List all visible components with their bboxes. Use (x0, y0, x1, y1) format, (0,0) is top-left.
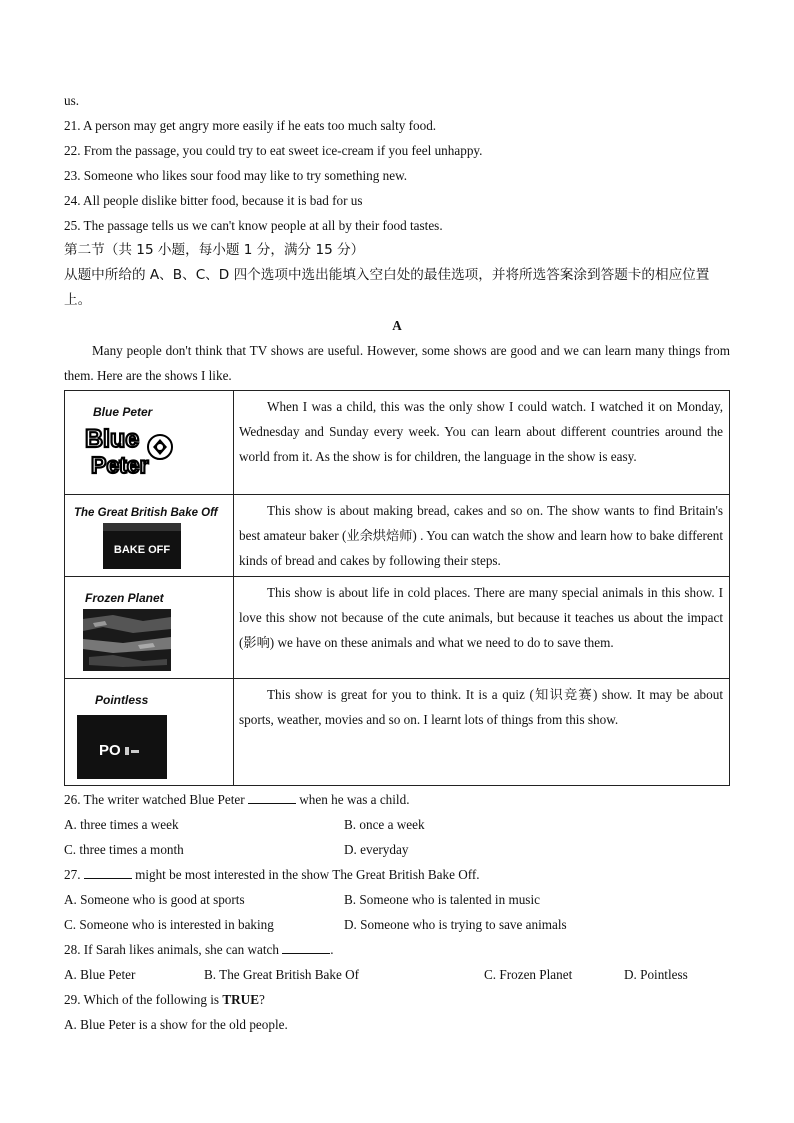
option-b: B. Someone who is talented in music (344, 892, 540, 907)
logo-text-bake-off: BAKE OFF (113, 544, 171, 556)
option-d: D. Someone who is trying to save animals (344, 917, 567, 932)
show-description: This show is great for you to think. It is a quiz (知识竞赛) show. It may be about sports, weather, movies and so on. I learnt lots of things from this show. (234, 679, 730, 786)
show-name: Frozen Planet (85, 591, 164, 605)
option-a: A. Blue Peter (64, 967, 136, 982)
show-logo-cell (65, 577, 234, 679)
show-row-frozen-planet (65, 577, 730, 679)
question-22: 22. From the passage, you could try to eat sweet ice-cream if you feel unhappy. (64, 143, 483, 158)
logo-text-blue: Blue (85, 425, 140, 453)
show-logo-cell (65, 391, 234, 495)
shows-table (64, 390, 730, 786)
question-29-option-a: A. Blue Peter is a show for the old people. (64, 1017, 288, 1032)
answer-blank (282, 941, 330, 954)
bake-off-logo-icon (103, 523, 233, 575)
section-heading: 第二节（共 15 小题，每小题 1 分，满分 15 分） (64, 242, 365, 258)
option-b: B. The Great British Bake Of (204, 967, 360, 982)
question-26-options-row1 (64, 812, 730, 837)
show-name: Blue Peter (93, 405, 153, 419)
option-c: C. Someone who is interested in baking (64, 917, 274, 932)
show-name: Pointless (95, 693, 149, 707)
question-23: 23. Someone who likes sour food may like to try something new. (64, 168, 408, 183)
show-description: When I was a child, this was the only show I could watch. I watched it on Monday, Wednesday and Sunday every week. You can learn about different countries around the world from it. As the show is for children, the language in the show is easy. (234, 391, 730, 495)
option-b: B. once a week (344, 817, 425, 832)
question-28-stem: 28. If Sarah likes animals, she can watch . (64, 942, 334, 957)
option-d: D. everyday (344, 842, 409, 857)
show-name: The Great British Bake Off (74, 507, 218, 519)
option-c: C. Frozen Planet (484, 967, 573, 982)
answer-blank (84, 866, 132, 879)
passage-letter: A (392, 318, 402, 333)
option-c: C. three times a month (64, 842, 184, 857)
show-logo-cell (65, 679, 234, 786)
blue-peter-logo-icon (83, 423, 233, 483)
intro-tail: us. (64, 93, 80, 108)
question-29-stem: 29. Which of the following is TRUE? (64, 992, 265, 1007)
question-26-stem: 26. The writer watched Blue Peter when he was a child. (64, 792, 410, 807)
question-27-options-row1 (64, 887, 730, 912)
question-26-options-row2 (64, 837, 730, 862)
question-25: 25. The passage tells us we can't know people at all by their food tastes. (64, 218, 443, 233)
section-instruction: 从题中所给的 A、B、C、D 四个选项中选出能填入空白处的最佳选项，并将所选答案涂到答题卡的相应位置上。 (64, 267, 710, 308)
answer-blank (248, 791, 296, 804)
show-row-pointless (65, 679, 730, 786)
option-d: D. Pointless (624, 967, 688, 982)
logo-text-peter: Peter (91, 452, 149, 478)
show-row-blue-peter (65, 391, 730, 495)
show-description: This show is about making bread, cakes and so on. The show wants to find Britain's best amateur baker (业余烘焙师) . You can watch the show and learn how to bake different kinds of bread and cakes by following their steps. (234, 495, 730, 577)
question-24: 24. All people dislike bitter food, because it is bad for us (64, 193, 363, 208)
show-row-bake-off (65, 495, 730, 577)
question-21: 21. A person may get angry more easily if he eats too much salty food. (64, 118, 437, 133)
exam-page (64, 88, 730, 1037)
option-a: A. three times a week (64, 817, 179, 832)
question-27-stem: 27. might be most interested in the show The Great British Bake Off. (64, 867, 480, 882)
show-logo-cell (65, 495, 234, 577)
frozen-planet-image-icon (83, 609, 233, 675)
pointless-logo-icon (77, 715, 233, 785)
logo-text-pointless: PO (99, 742, 121, 759)
question-28-options (64, 962, 730, 987)
passage-intro: Many people don't think that TV shows are useful. However, some shows are good and we can learn many things from them. Here are the shows I like. (64, 343, 730, 383)
show-description: This show is about life in cold places. There are many special animals in this show. I love this show not because of the cute animals, but because it teaches us about the impact (影响) we have on these animals and what we need to do to save them. (234, 577, 730, 679)
question-27-options-row2 (64, 912, 730, 937)
option-a: A. Someone who is good at sports (64, 892, 245, 907)
